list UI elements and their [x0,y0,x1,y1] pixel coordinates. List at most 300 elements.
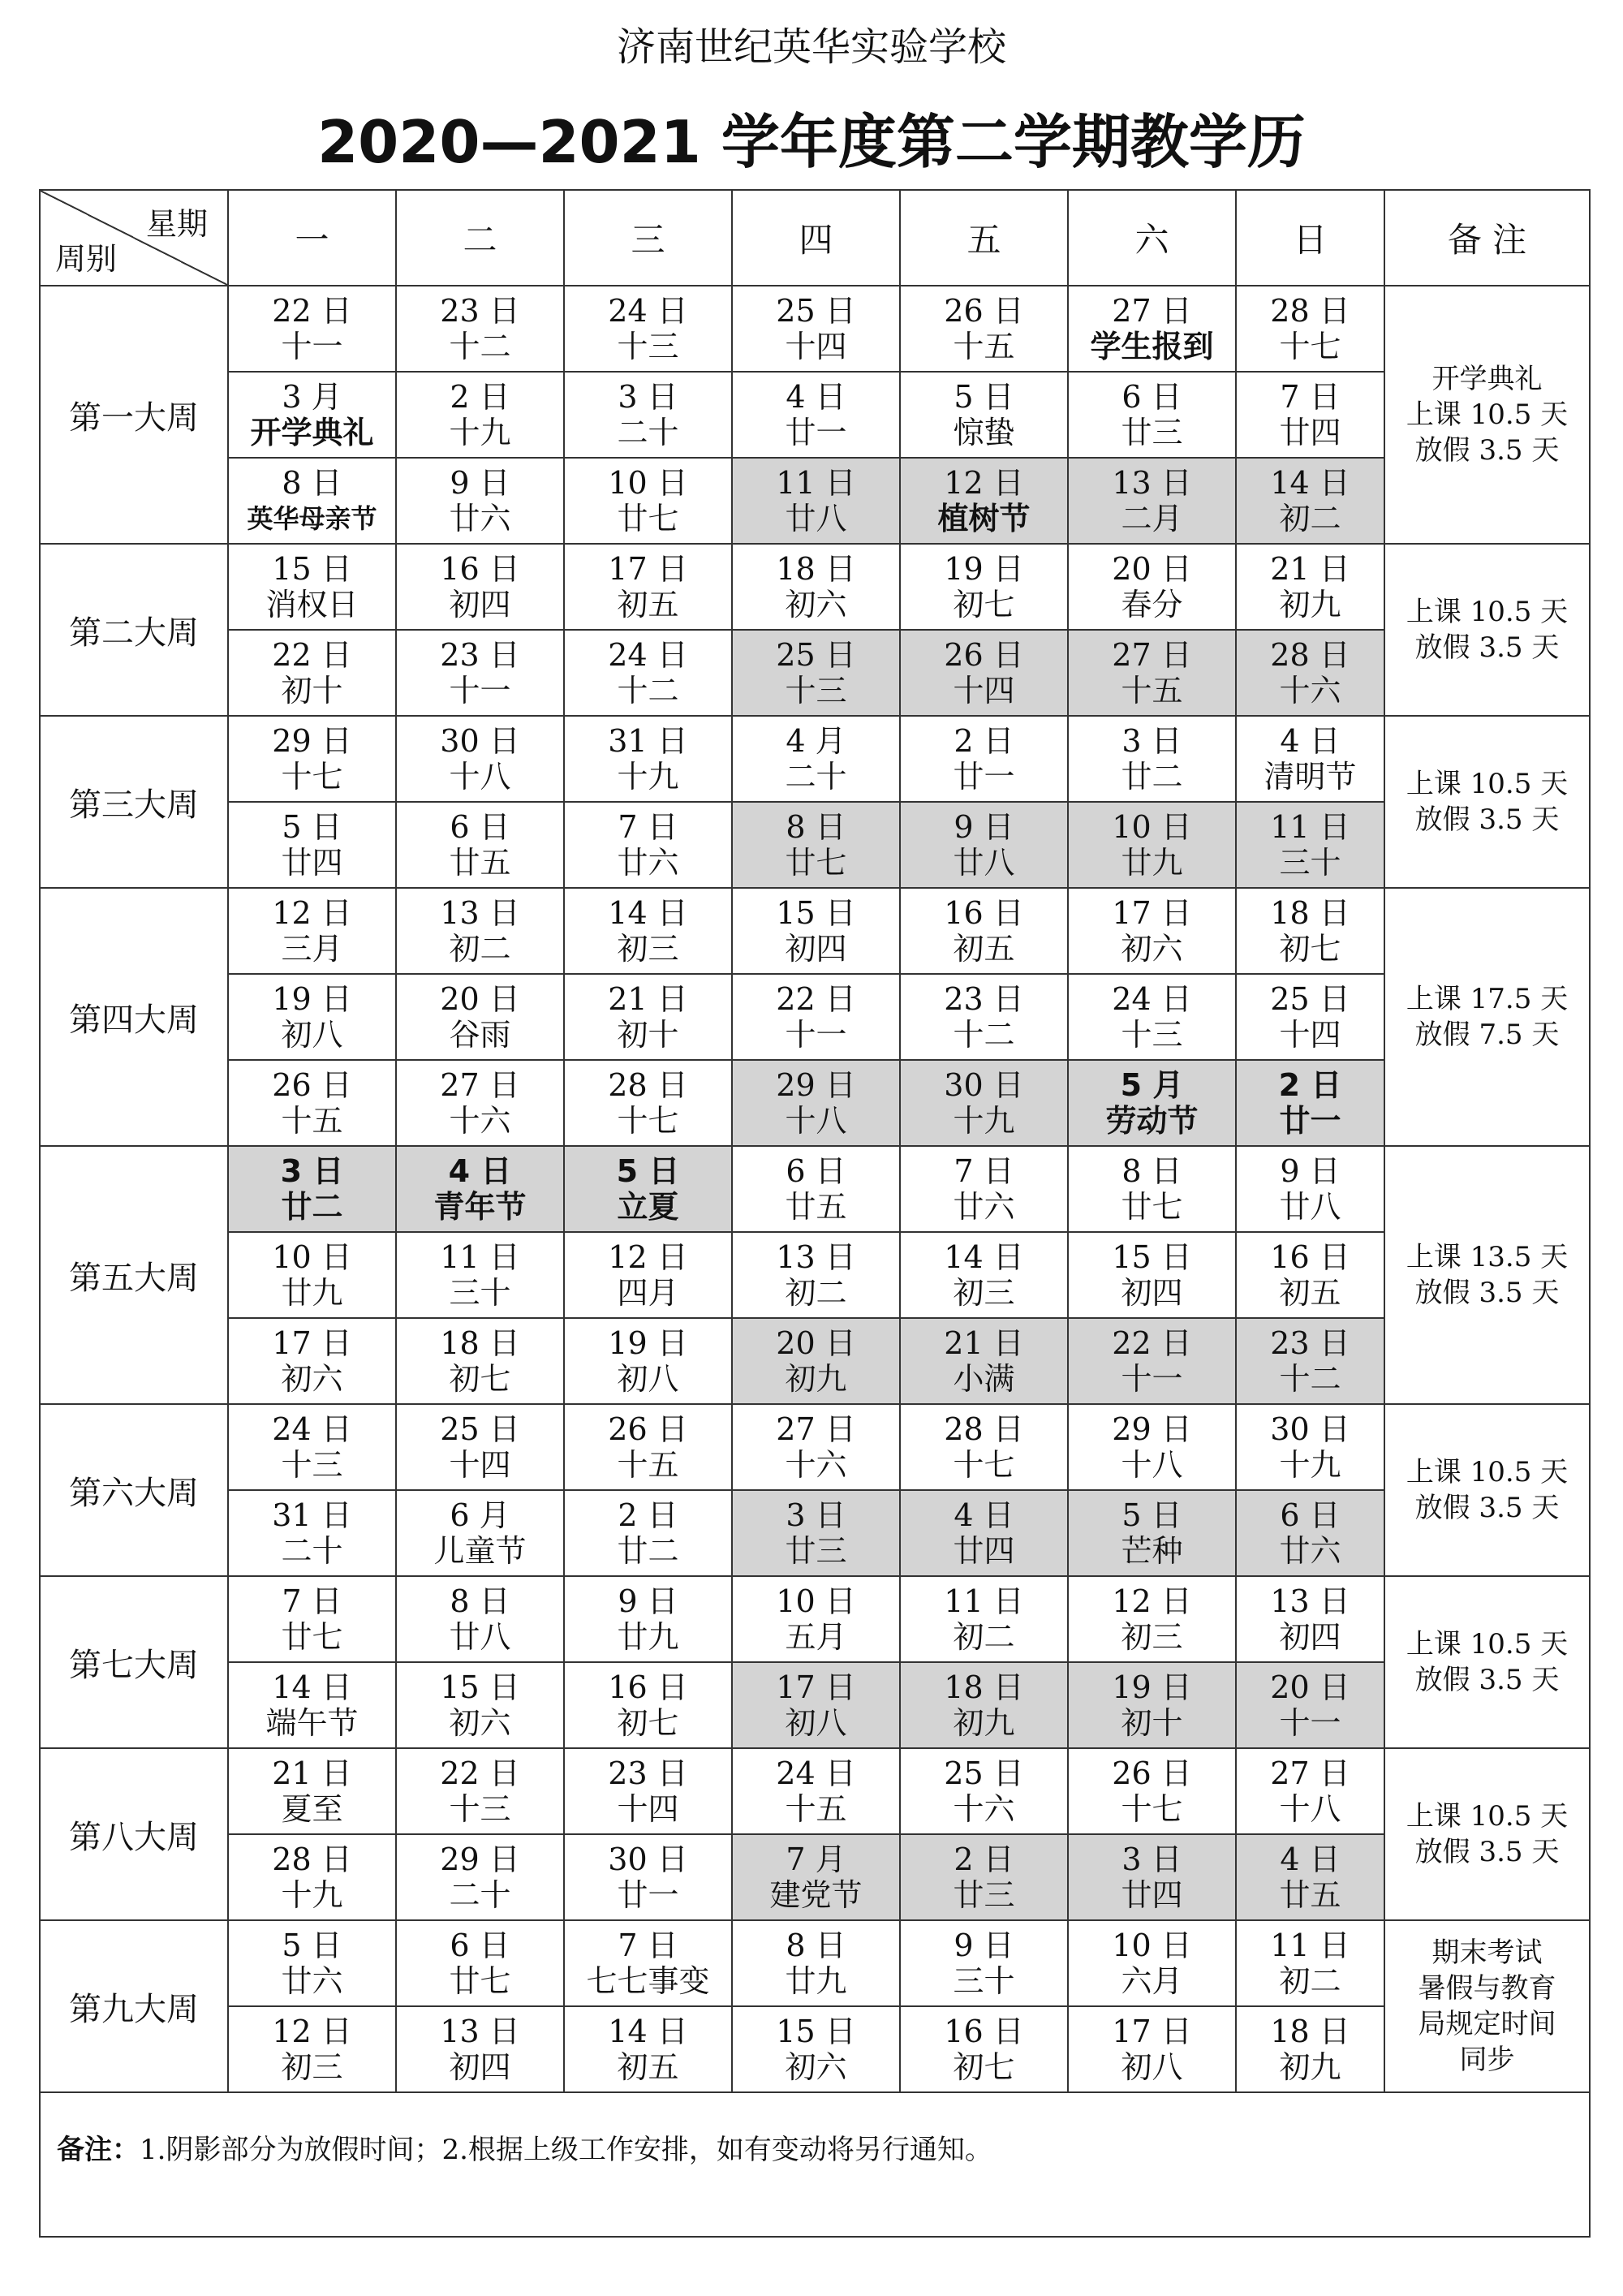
remark-line: 上课 10.5 天 [1406,1800,1569,1833]
day-cell [564,888,732,974]
day-date: 29 日 [272,723,352,759]
remarks-header: 备 注 [1384,190,1590,286]
day-cell [228,2006,396,2092]
day-date: 5 日 [954,379,1014,415]
day-date: 19 日 [1112,1669,1192,1705]
day-cell [732,1232,900,1318]
day-date: 19 日 [608,1325,688,1361]
day-date: 6 日 [786,1153,846,1189]
day-cell [564,1318,732,1404]
day-lunar-label: 十一 [449,673,511,709]
day-date: 10 日 [272,1239,352,1275]
day-lunar-label: 廿八 [449,1619,511,1655]
day-date: 14 日 [944,1239,1024,1275]
day-lunar-label: 廿四 [281,845,343,881]
day-lunar-label: 初二 [1279,1963,1341,1999]
day-lunar-label: 惊蛰 [953,415,1015,450]
day-date: 29 日 [776,1067,856,1103]
day-cell [396,1920,564,2006]
day-cell [564,2006,732,2092]
week-row [40,1748,1590,1834]
remark-line: 期末考试 [1431,1936,1543,1969]
weekday-axis-label: 星期 [145,206,208,242]
day-lunar-label: 十四 [785,329,847,364]
day-cell [396,1490,564,1576]
day-lunar-label: 初五 [953,931,1015,967]
week-row [40,1490,1590,1576]
day-lunar-label: 十六 [785,1447,847,1483]
day-lunar-label: 十四 [449,1447,511,1483]
day-cell [732,1146,900,1232]
day-date: 25 日 [440,1411,520,1447]
day-lunar-label: 廿三 [785,1533,847,1569]
day-cell [732,544,900,630]
day-date: 21 日 [608,981,688,1017]
day-date: 2 日 [954,1842,1014,1877]
day-date: 23 日 [440,293,520,329]
day-cell-holiday [732,1060,900,1146]
day-date: 7 日 [1280,379,1341,415]
day-lunar-label: 十一 [785,1017,847,1053]
day-date: 22 日 [1112,1325,1192,1361]
day-date: 20 日 [1112,551,1192,587]
day-lunar-label: 十九 [449,415,511,450]
remark-line: 放假 3.5 天 [1414,434,1560,467]
day-date: 7 日 [618,1928,678,1963]
day-cell-holiday [1068,458,1236,544]
day-date: 11 日 [776,465,856,501]
day-lunar-label: 廿六 [1279,1533,1341,1569]
week-row [40,888,1590,974]
day-cell [1236,974,1384,1060]
day-date: 20 日 [1270,1669,1350,1705]
day-date: 15 日 [1112,1239,1192,1275]
day-date: 10 日 [1112,809,1192,845]
day-cell-holiday [732,458,900,544]
day-lunar-label: 初七 [953,2049,1015,2085]
day-lunar-label: 十三 [281,1447,343,1483]
day-cell-holiday [1236,630,1384,716]
day-cell-holiday [900,802,1068,888]
day-cell [564,1920,732,2006]
day-cell [396,1576,564,1662]
day-date: 27 日 [1112,293,1192,329]
day-lunar-label: 谷雨 [449,1017,511,1053]
week-label: 第一大周 [40,286,228,544]
day-lunar-label: 廿一 [1279,1103,1341,1139]
day-date: 6 日 [450,809,510,845]
day-date: 25 日 [944,1755,1024,1791]
day-lunar-label: 十九 [281,1877,343,1913]
day-date: 3 日 [786,1497,846,1533]
day-date: 24 日 [1112,981,1192,1017]
day-cell-holiday [1068,1834,1236,1920]
day-cell [564,1834,732,1920]
day-lunar-label: 十九 [617,759,679,795]
day-date: 2 日 [618,1497,678,1533]
day-date: 31 日 [272,1497,352,1533]
day-lunar-label: 十七 [281,759,343,795]
remark-line: 上课 13.5 天 [1406,1241,1569,1273]
day-cell [732,1404,900,1490]
day-cell [396,1318,564,1404]
day-date: 28 日 [1270,293,1350,329]
day-cell [228,1404,396,1490]
week-row [40,1662,1590,1748]
day-date: 29 日 [1112,1411,1192,1447]
day-date: 3 月 [282,379,342,415]
day-date: 8 日 [786,1928,846,1963]
week-label: 第二大周 [40,544,228,716]
day-lunar-label: 春分 [1121,587,1183,622]
day-cell-holiday [732,1662,900,1748]
day-lunar-label: 十七 [1279,329,1341,364]
day-cell [396,888,564,974]
day-date: 18 日 [1270,2014,1350,2049]
day-cell [1236,2006,1384,2092]
day-lunar-label: 小满 [953,1361,1015,1397]
day-date: 7 月 [786,1842,846,1877]
week-remark [1384,716,1590,888]
day-cell-holiday [228,1146,396,1232]
day-date: 15 日 [776,2014,856,2049]
day-lunar-label: 廿八 [785,501,847,536]
day-lunar-label: 初三 [1121,1619,1183,1655]
footnote [41,2093,1589,2167]
day-date: 5 月 [1120,1067,1184,1103]
day-lunar-label: 二十 [617,415,679,450]
day-cell [564,1576,732,1662]
remark-line: 上课 10.5 天 [1406,768,1569,800]
day-lunar-label: 十七 [1121,1791,1183,1827]
day-cell [564,1748,732,1834]
day-date: 7 日 [618,809,678,845]
day-lunar-label: 十八 [1121,1447,1183,1483]
week-row [40,2006,1590,2092]
day-date: 14 日 [1270,465,1350,501]
day-lunar-label: 初三 [281,2049,343,2085]
day-date: 14 日 [608,2014,688,2049]
day-lunar-label: 初三 [953,1275,1015,1311]
day-date: 16 日 [944,2014,1024,2049]
day-lunar-label: 初八 [1121,2049,1183,2085]
day-lunar-label: 植树节 [937,501,1031,536]
day-cell [900,1748,1068,1834]
week-label: 第六大周 [40,1404,228,1576]
day-lunar-label: 廿九 [617,1619,679,1655]
remark-line: 放假 3.5 天 [1414,631,1560,664]
day-lunar-label: 初二 [1279,501,1341,536]
day-date: 21 日 [944,1325,1024,1361]
day-cell [900,372,1068,458]
day-lunar-label: 五月 [785,1619,847,1655]
day-date: 22 日 [272,637,352,673]
remark-line: 上课 10.5 天 [1406,596,1569,628]
day-date: 8 日 [282,465,342,501]
day-date: 10 日 [776,1583,856,1619]
day-cell [732,2006,900,2092]
day-lunar-label: 初四 [449,2049,511,2085]
day-cell [732,372,900,458]
week-label: 第八大周 [40,1748,228,1920]
day-cell [1236,716,1384,802]
day-date: 5 日 [282,1928,342,1963]
day-date: 26 日 [1112,1755,1192,1791]
day-lunar-label: 十四 [617,1791,679,1827]
day-lunar-label: 芒种 [1121,1533,1183,1569]
day-lunar-label: 十二 [953,1017,1015,1053]
day-cell [228,1748,396,1834]
day-cell-holiday [1236,1662,1384,1748]
day-cell-holiday [1236,802,1384,888]
day-cell-holiday [732,802,900,888]
weekday-header-tue: 二 [396,190,564,286]
day-lunar-label: 开学典礼 [250,415,374,450]
day-cell [396,1404,564,1490]
day-date: 26 日 [608,1411,688,1447]
day-cell [1068,1404,1236,1490]
day-date: 13 日 [440,2014,520,2049]
remark-line: 上课 17.5 天 [1406,983,1569,1015]
day-date: 13 日 [776,1239,856,1275]
day-cell [228,888,396,974]
day-cell-holiday [1236,1834,1384,1920]
corner-header-cell [40,190,228,286]
day-lunar-label: 初九 [1279,587,1341,622]
day-cell [396,1748,564,1834]
day-date: 12 日 [1112,1583,1192,1619]
day-date: 23 日 [1270,1325,1350,1361]
day-date: 23 日 [608,1755,688,1791]
day-lunar-label: 十五 [785,1791,847,1827]
day-date: 6 日 [1280,1497,1341,1533]
day-cell [1236,1232,1384,1318]
day-cell [732,286,900,372]
day-date: 13 日 [440,895,520,931]
day-cell [228,1232,396,1318]
day-date: 5 日 [282,809,342,845]
day-date: 20 日 [440,981,520,1017]
day-lunar-label: 劳动节 [1105,1103,1199,1139]
day-cell [900,2006,1068,2092]
day-cell [228,1662,396,1748]
day-lunar-label: 初二 [785,1275,847,1311]
day-cell [564,630,732,716]
day-lunar-label: 初九 [953,1705,1015,1741]
day-date: 6 日 [1121,379,1182,415]
day-lunar-label: 十五 [281,1103,343,1139]
day-lunar-label: 廿二 [281,1189,343,1225]
day-lunar-label: 初四 [1279,1619,1341,1655]
day-lunar-label: 十二 [617,673,679,709]
day-cell [1068,544,1236,630]
day-cell-holiday [1068,802,1236,888]
day-lunar-label: 廿五 [449,845,511,881]
day-date: 10 日 [608,465,688,501]
day-lunar-label: 十七 [617,1103,679,1139]
day-lunar-label: 三月 [281,931,343,967]
day-date: 22 日 [272,293,352,329]
day-date: 11 日 [944,1583,1024,1619]
day-date: 2 日 [954,723,1014,759]
week-remark [1384,286,1590,544]
day-lunar-label: 廿四 [953,1533,1015,1569]
day-cell [1068,1146,1236,1232]
teaching-calendar-table [39,189,1591,2238]
week-row [40,1834,1590,1920]
day-lunar-label: 初七 [1279,931,1341,967]
day-cell [1236,1146,1384,1232]
day-date: 3 日 [1121,723,1182,759]
day-lunar-label: 廿三 [1121,415,1183,450]
day-lunar-label: 初六 [281,1361,343,1397]
day-lunar-label: 初七 [449,1361,511,1397]
day-lunar-label: 初十 [1121,1705,1183,1741]
day-date: 4 日 [1280,1842,1341,1877]
day-date: 31 日 [608,723,688,759]
day-date: 5 日 [1121,1497,1182,1533]
day-cell [1236,1576,1384,1662]
day-cell-holiday [564,1146,732,1232]
day-cell [564,1404,732,1490]
day-lunar-label: 十三 [785,673,847,709]
weekday-header-mon: 一 [228,190,396,286]
day-lunar-label: 初四 [1121,1275,1183,1311]
day-lunar-label: 初五 [617,587,679,622]
day-date: 16 日 [1270,1239,1350,1275]
day-lunar-label: 初十 [617,1017,679,1053]
day-cell [396,1060,564,1146]
footnote-cell [40,2092,1590,2237]
day-date: 4 日 [954,1497,1014,1533]
day-date: 23 日 [944,981,1024,1017]
day-lunar-label: 十六 [953,1791,1015,1827]
day-cell [228,1834,396,1920]
day-lunar-label: 十一 [1279,1705,1341,1741]
day-cell [228,630,396,716]
weekday-header-sat: 六 [1068,190,1236,286]
day-lunar-label: 十二 [449,329,511,364]
week-label: 第九大周 [40,1920,228,2092]
week-label: 第五大周 [40,1146,228,1404]
day-lunar-label: 儿童节 [433,1533,527,1569]
day-cell-holiday [732,1490,900,1576]
day-cell [228,1920,396,2006]
day-lunar-label: 初六 [785,2049,847,2085]
day-cell [1068,372,1236,458]
week-row [40,1404,1590,1490]
day-cell [228,1318,396,1404]
day-date: 12 日 [272,895,352,931]
day-lunar-label: 廿三 [953,1877,1015,1913]
week-axis-label: 周别 [55,241,118,277]
day-cell [1068,974,1236,1060]
day-date: 4 日 [786,379,846,415]
day-cell [396,1834,564,1920]
day-lunar-label: 廿八 [1279,1189,1341,1225]
day-cell [1068,286,1236,372]
day-cell [228,1490,396,1576]
day-lunar-label: 十九 [1279,1447,1341,1483]
day-cell [900,974,1068,1060]
week-remark [1384,1748,1590,1920]
day-cell [564,1662,732,1748]
day-lunar-label: 二十 [449,1877,511,1913]
note-row [40,2092,1590,2237]
week-row [40,372,1590,458]
remark-line: 暑假与教育 [1418,1972,1556,2005]
day-date: 21 日 [1270,551,1350,587]
week-remark [1384,888,1590,1146]
day-lunar-label: 初五 [617,2049,679,2085]
day-cell [732,1748,900,1834]
day-lunar-label: 初七 [953,587,1015,622]
week-row [40,1232,1590,1318]
day-date: 28 日 [1270,637,1350,673]
day-date: 18 日 [440,1325,520,1361]
day-lunar-label: 十三 [617,329,679,364]
day-date: 26 日 [944,293,1024,329]
day-lunar-label: 廿一 [953,759,1015,795]
day-lunar-label: 立夏 [617,1189,679,1225]
day-date: 25 日 [1270,981,1350,1017]
day-lunar-label: 十一 [281,329,343,364]
day-lunar-label: 初八 [617,1361,679,1397]
day-date: 24 日 [608,293,688,329]
day-cell-holiday [1068,1060,1236,1146]
day-cell-holiday [396,1146,564,1232]
day-date: 11 日 [440,1239,520,1275]
day-cell-holiday [1068,1318,1236,1404]
day-cell [228,1576,396,1662]
day-cell-holiday [1236,1490,1384,1576]
day-lunar-label: 廿二 [1121,759,1183,795]
day-cell [564,974,732,1060]
day-lunar-label: 初六 [449,1705,511,1741]
day-lunar-label: 初十 [281,673,343,709]
day-cell [396,802,564,888]
day-date: 26 日 [272,1067,352,1103]
day-date: 22 日 [440,1755,520,1791]
day-cell [564,1232,732,1318]
day-date: 13 日 [1112,465,1192,501]
day-cell [396,2006,564,2092]
day-cell-holiday [1068,1490,1236,1576]
day-date: 7 日 [954,1153,1014,1189]
day-lunar-label: 三十 [1279,845,1341,881]
day-cell [1068,1920,1236,2006]
day-date: 7 日 [282,1583,342,1619]
day-date: 9 日 [954,809,1014,845]
day-cell-holiday [900,630,1068,716]
weekday-header-wed: 三 [564,190,732,286]
footnote-label: 备注： [57,2134,140,2166]
day-lunar-label: 初四 [785,931,847,967]
day-lunar-label: 十二 [1279,1361,1341,1397]
day-cell [228,544,396,630]
day-date: 28 日 [272,1842,352,1877]
day-date: 15 日 [440,1669,520,1705]
day-date: 8 日 [786,809,846,845]
day-lunar-label: 青年节 [433,1189,527,1225]
remark-line: 放假 3.5 天 [1414,1836,1560,1868]
day-date: 26 日 [944,637,1024,673]
day-cell [732,888,900,974]
day-cell [564,372,732,458]
day-date: 9 日 [1280,1153,1341,1189]
day-date: 25 日 [776,293,856,329]
day-date: 17 日 [272,1325,352,1361]
